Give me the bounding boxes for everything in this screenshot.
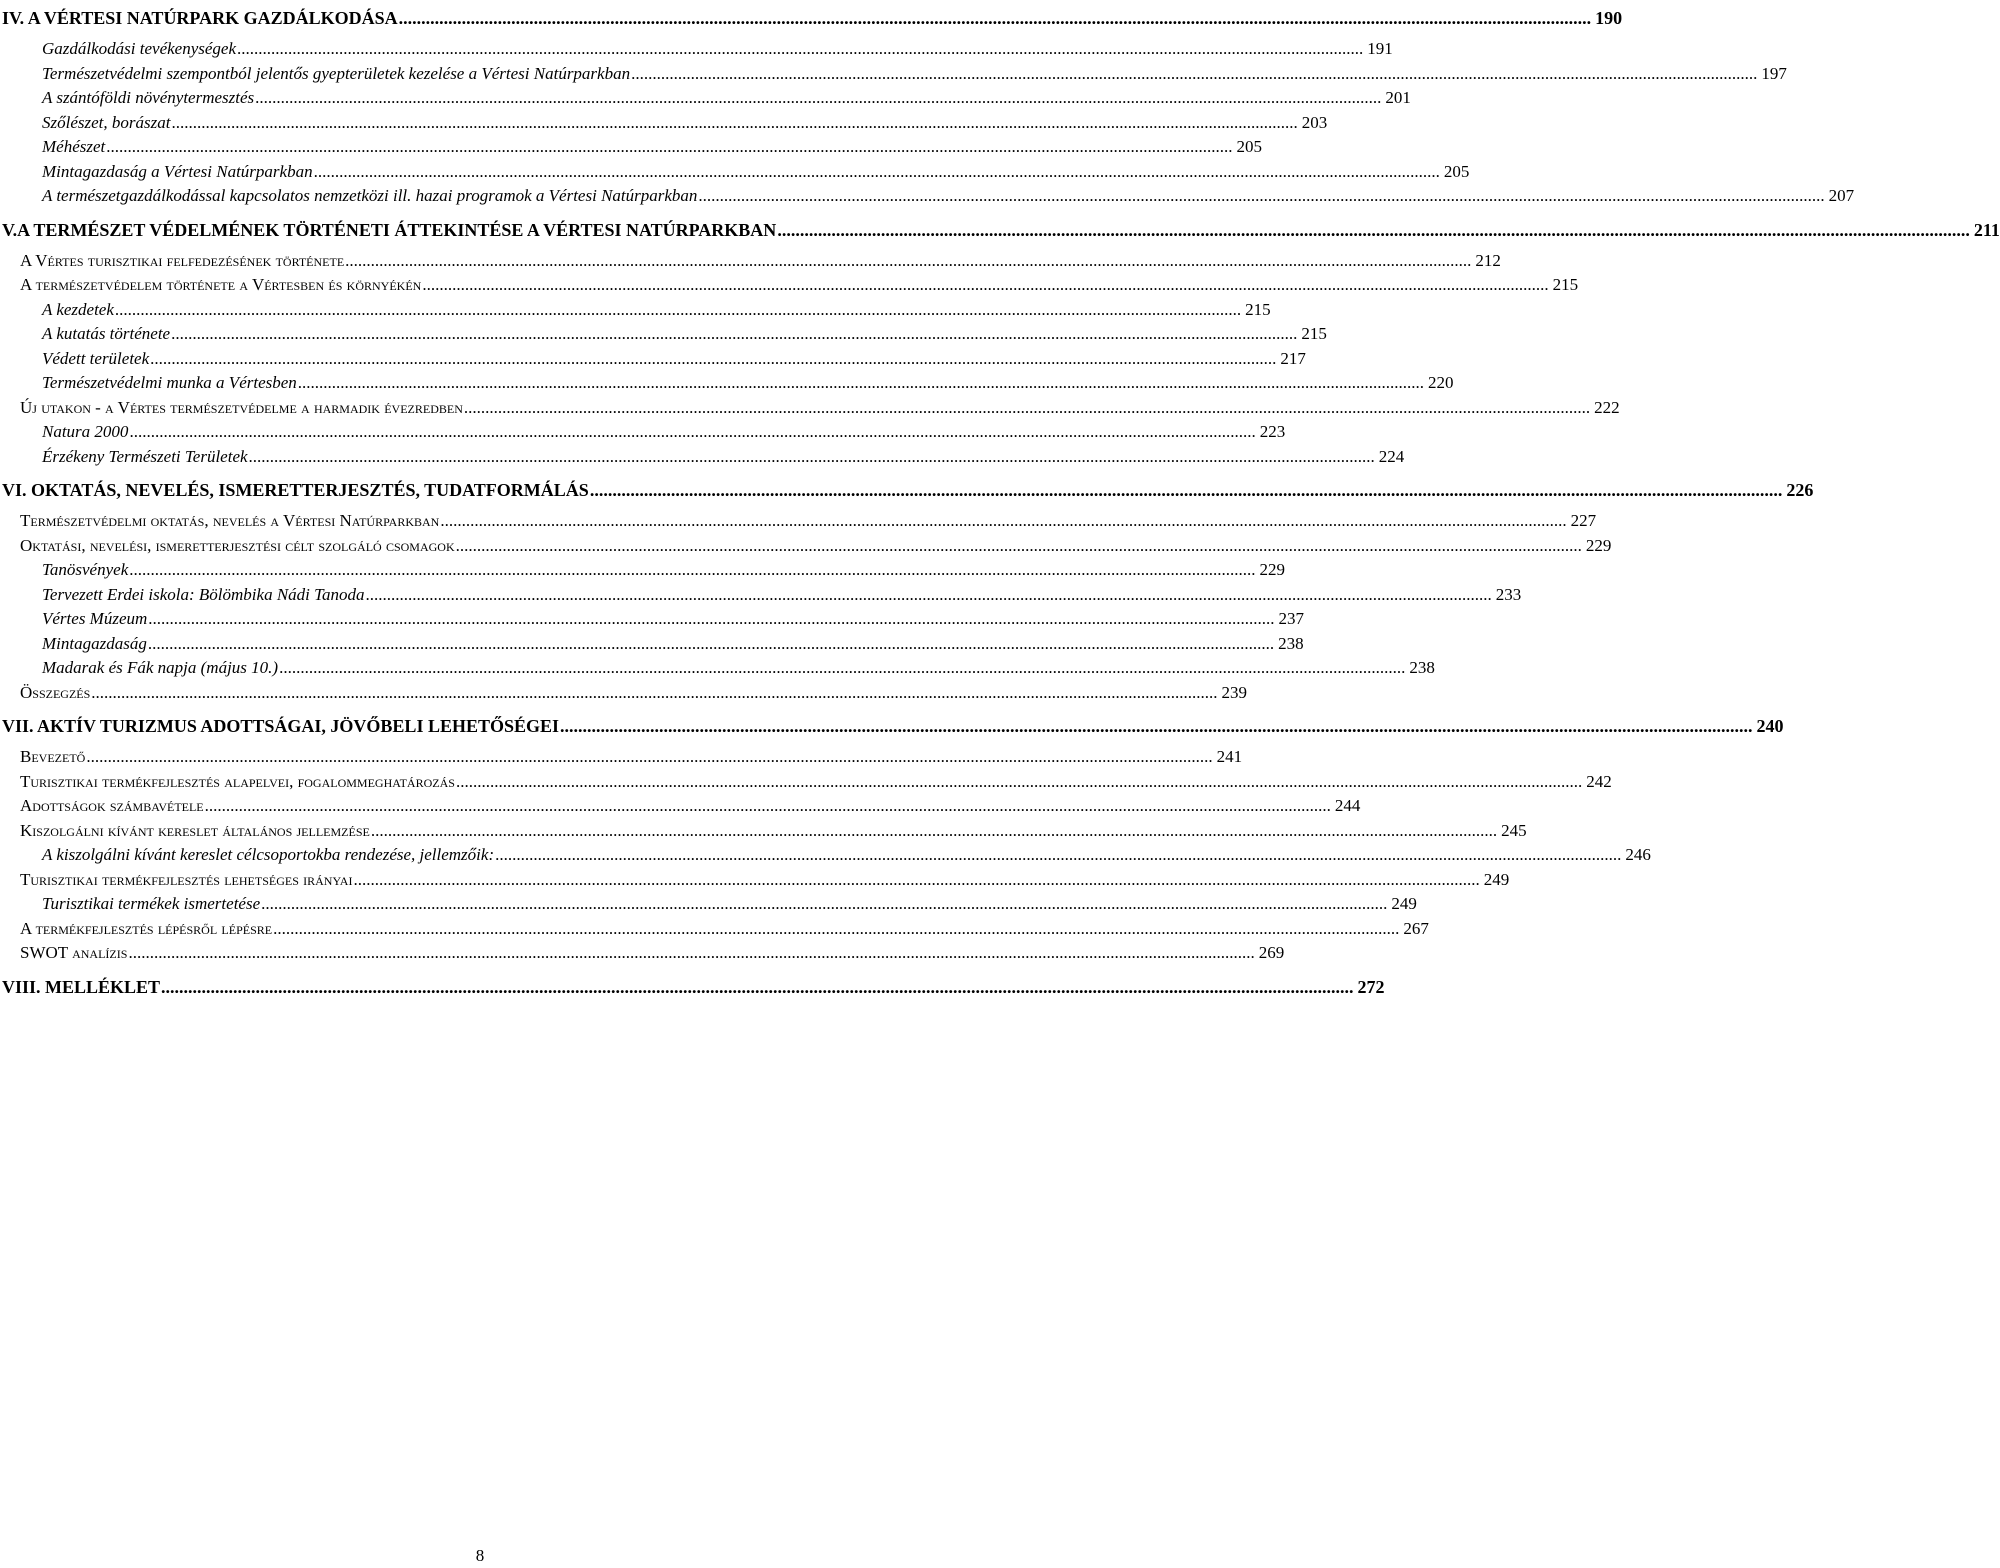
toc-chapter-vi[interactable] [2,475,1814,505]
toc-entry-title: A kiszolgálni kívánt kereslet célcsoportokba rendezése, jellemzőik: [42,843,495,868]
toc-entry[interactable] [0,62,1787,87]
dot-leader [464,396,1590,421]
toc-entry-page: 215 [1245,299,1271,319]
toc-entry-page: 238 [1278,633,1304,653]
toc-entry-page: 249 [1483,869,1510,889]
dot-leader [279,656,1405,681]
toc-entry-page: 197 [1761,63,1787,83]
toc-section[interactable] [0,249,1501,274]
toc-entry-title: Vértes Múzeum [42,607,148,632]
toc-entry-page: 245 [1501,820,1527,840]
toc-entry-title: A kutatás története [42,322,171,347]
toc-section[interactable] [0,917,1429,942]
toc-entry-page: 249 [1391,894,1417,913]
toc-entry-page: 205 [1236,137,1263,156]
toc-entry-title: Méhészet [42,135,106,160]
dot-leader [237,37,1363,62]
table-of-contents [0,3,2000,1002]
toc-entry[interactable] [0,892,1417,917]
toc-entry-title: Turisztikai termékek ismertetése [42,892,261,917]
dot-leader [353,868,1479,893]
toc-entry-page: 215 [1301,324,1327,343]
dot-leader [205,794,1331,819]
toc-entry-page: 212 [1475,250,1501,270]
toc-entry[interactable] [0,843,1651,868]
toc-entry[interactable] [0,160,1470,185]
dot-leader [456,770,1582,795]
toc-entry-page: 272 [1357,976,1385,997]
toc-entry-page: 220 [1428,373,1454,392]
toc-entry-title: Bevezető [20,745,86,770]
toc-entry-title: Mintagazdaság [42,632,148,657]
toc-entry-title: Gazdálkodási tevékenységek [42,37,237,62]
dot-leader [366,583,1492,608]
dot-leader [161,972,1354,1002]
dot-leader [777,215,1970,245]
toc-entry-title: A termékfejlesztés lépésről lépésre [20,917,273,942]
dot-leader [129,558,1255,583]
toc-section[interactable] [0,534,1612,559]
toc-entry-page: 229 [1585,535,1612,555]
toc-entry[interactable] [0,111,1328,136]
toc-entry-title: Adottságok számbavétele [20,794,205,819]
dot-leader [590,475,1783,505]
dot-leader [314,160,1440,185]
toc-entry-page: 226 [1786,480,1814,500]
dot-leader [249,445,1375,470]
dot-leader [495,843,1621,868]
toc-chapter-iv[interactable] [2,3,1623,33]
dot-leader [171,322,1297,347]
dot-leader [440,509,1566,534]
toc-entry-title: Természetvédelmi munka a Vértesben [42,371,298,396]
toc-entry-page: 244 [1334,796,1361,815]
toc-entry-page: 240 [1756,716,1784,736]
toc-entry-title: A Vértes turisztikai felfedezésének története [20,249,345,274]
toc-section[interactable] [0,941,1285,966]
dot-leader [86,745,1212,770]
toc-entry-page: 229 [1259,560,1285,579]
toc-entry-title: Védett területek [42,347,150,372]
dot-leader [371,819,1497,844]
toc-entry-page: 267 [1403,918,1429,938]
toc-entry-page: 190 [1595,8,1623,28]
toc-entry-page: 222 [1594,397,1620,417]
toc-entry-title: IV. A VÉRTESI NATÚRPARK GAZDÁLKODÁSA [2,3,399,33]
toc-section[interactable] [0,396,1620,421]
dot-leader [456,534,1582,559]
toc-entry[interactable] [0,632,1304,657]
toc-entry-title: VII. AKTÍV TURIZMUS ADOTTSÁGAI, JÖVŐBELI LEHETŐSÉGEI [2,711,560,741]
toc-entry[interactable] [0,37,1393,62]
toc-entry-page: 241 [1216,747,1243,766]
toc-entry-page: 233 [1495,584,1522,604]
dot-leader [261,892,1387,917]
dot-leader [171,111,1297,136]
toc-entry[interactable] [0,656,1435,681]
toc-section[interactable] [0,745,1243,770]
toc-entry-title: V.A TERMÉSZET VÉDELMÉNEK TÖRTÉNETI ÁTTEKINTÉSE A VÉRTESI NATÚRPARKBAN [2,215,777,245]
toc-entry[interactable] [0,184,1855,209]
toc-entry-page: 223 [1259,422,1286,441]
toc-entry-title: SWOT analízis [20,941,128,966]
toc-entry-page: 237 [1278,609,1305,628]
toc-chapter-vii[interactable] [2,711,1784,741]
toc-entry-title: Madarak és Fák napja (május 10.) [42,656,279,681]
toc-entry-page: 191 [1367,39,1393,58]
toc-entry-page: 227 [1570,511,1597,530]
toc-entry-title: Oktatási, nevelési, ismeretterjesztési célt szolgáló csomagok [20,534,456,559]
toc-entry[interactable] [0,298,1271,323]
dot-leader [106,135,1232,160]
toc-chapter-viii[interactable] [2,972,1385,1002]
toc-entry-page: 203 [1301,112,1328,132]
toc-entry-title: Tanösvények [42,558,129,583]
dot-leader [115,298,1241,323]
toc-entry-title: VIII. MELLÉKLET [2,972,161,1002]
toc-chapter-v[interactable] [2,215,2000,245]
toc-entry[interactable] [0,371,1454,396]
toc-section[interactable] [0,273,1579,298]
page-number: 8 [475,1546,485,1565]
dot-leader [422,273,1548,298]
dot-leader [148,632,1274,657]
toc-entry[interactable] [0,322,1327,347]
toc-entry-page: 211 [1973,219,2000,240]
toc-entry[interactable] [0,86,1411,111]
toc-entry-page: 205 [1443,161,1470,181]
toc-entry-title: Természetvédelmi oktatás, nevelés a Vértesi Natúrparkban [20,509,440,534]
toc-section[interactable] [0,681,1248,706]
dot-leader [298,371,1424,396]
toc-section[interactable] [0,819,1527,844]
toc-entry-page: 217 [1280,348,1306,368]
toc-entry-title: A természetgazdálkodással kapcsolatos nemzetközi ill. hazai programok a Vértesi Natúrparkban [42,184,698,209]
toc-section[interactable] [0,509,1597,534]
dot-leader [273,917,1399,942]
toc-entry-page: 242 [1586,771,1612,791]
toc-section[interactable] [0,770,1612,795]
toc-entry[interactable] [0,558,1285,583]
toc-entry-title: Új utakon - a Vértes természetvédelme a harmadik évezredben [20,396,464,421]
toc-entry-title: Tervezett Erdei iskola: Bölömbika Nádi Tanoda [42,583,366,608]
toc-entry-title: VI. OKTATÁS, NEVELÉS, ISMERETTERJESZTÉS, TUDATFORMÁLÁS [2,475,590,505]
toc-entry-page: 269 [1258,943,1285,962]
toc-entry-title: Turisztikai termékfejlesztés lehetséges irányai [20,868,353,893]
dot-leader [128,941,1254,966]
toc-entry-page: 224 [1378,446,1405,466]
dot-leader [255,86,1381,111]
toc-entry-title: A szántóföldi növénytermesztés [42,86,255,111]
toc-entry-page: 215 [1552,275,1579,294]
toc-entry[interactable] [0,445,1405,470]
toc-entry-page: 207 [1828,186,1855,205]
toc-entry-title: Természetvédelmi szempontból jelentős gyepterületek kezelése a Vértesi Natúrparkban [42,62,631,87]
toc-entry[interactable] [0,420,1286,445]
dot-leader [698,184,1824,209]
toc-entry[interactable] [0,607,1305,632]
toc-entry[interactable] [0,347,1306,372]
toc-entry-page: 201 [1385,88,1411,107]
toc-entry-title: Natura 2000 [42,420,129,445]
toc-entry-page: 238 [1409,658,1435,677]
toc-section[interactable] [0,794,1361,819]
dot-leader [345,249,1471,274]
toc-entry-title: Szőlészet, borászat [42,111,171,136]
toc-entry[interactable] [0,583,1522,608]
dot-leader [631,62,1757,87]
dot-leader [91,681,1217,706]
dot-leader [560,711,1753,741]
dot-leader [399,3,1592,33]
toc-entry-title: Összegzés [20,681,91,706]
toc-entry-title: Érzékeny Természeti Területek [42,445,249,470]
toc-entry-title: A természetvédelem története a Vértesben és környékén [20,273,422,298]
toc-entry-title: Turisztikai termékfejlesztés alapelvei, fogalommeghatározás [20,770,456,795]
toc-entry-page: 239 [1221,682,1248,702]
toc-entry-title: A kezdetek [42,298,115,323]
toc-entry[interactable] [0,135,1263,160]
toc-section[interactable] [0,868,1510,893]
toc-entry-page: 246 [1625,845,1651,864]
dot-leader [148,607,1274,632]
dot-leader [129,420,1255,445]
dot-leader [150,347,1276,372]
toc-entry-title: Mintagazdaság a Vértesi Natúrparkban [42,160,314,185]
toc-entry-title: Kiszolgálni kívánt kereslet általános jellemzése [20,819,371,844]
